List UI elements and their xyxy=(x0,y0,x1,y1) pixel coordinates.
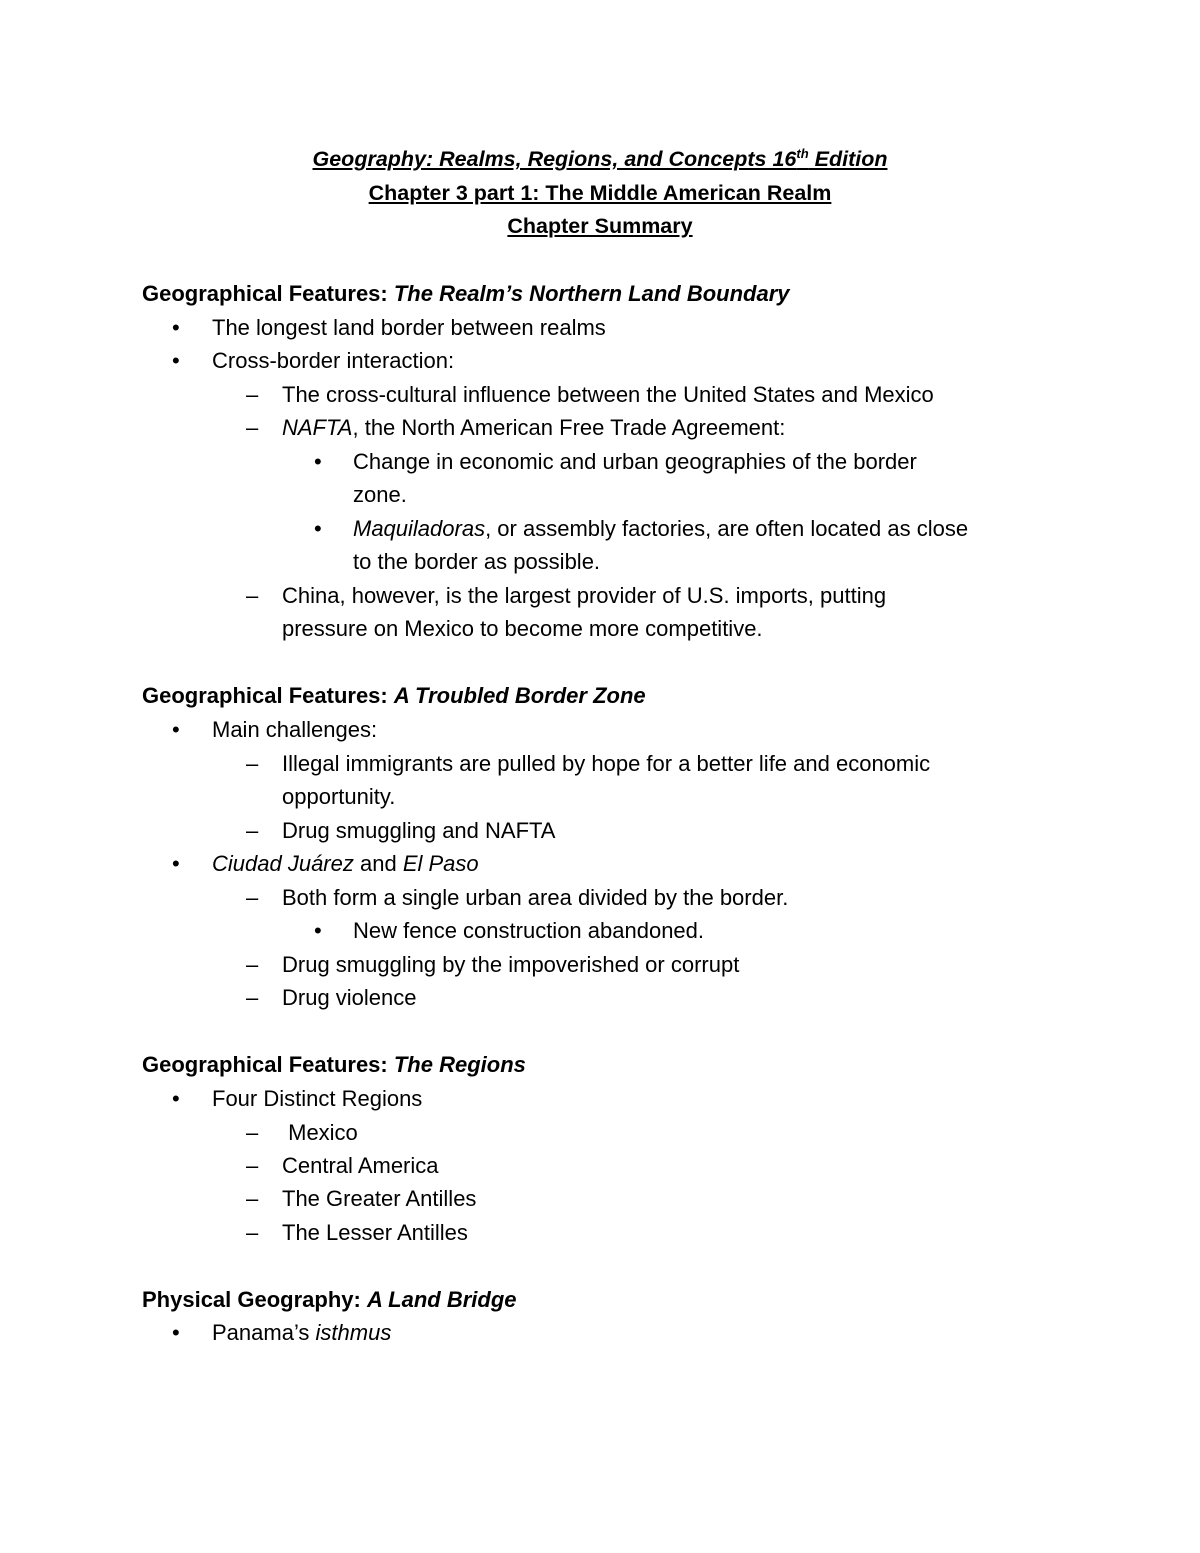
dash-icon: – xyxy=(246,583,259,608)
bullet-icon: • xyxy=(172,315,180,340)
section-heading: Geographical Features: A Troubled Border Zone xyxy=(142,683,646,708)
dash-icon: – xyxy=(246,985,259,1010)
dash-icon: – xyxy=(246,415,259,440)
chapter-title: Chapter 3 part 1: The Middle American Realm xyxy=(368,181,832,205)
section-heading: Geographical Features: The Regions xyxy=(142,1052,526,1077)
bullet-icon: • xyxy=(172,1086,180,1111)
book-title: Geography: Realms, Regions, and Concepts 16th Edition xyxy=(312,145,888,171)
section-heading: Geographical Features: The Realm’s Northern Land Boundary xyxy=(142,281,790,306)
dash-icon: – xyxy=(246,818,259,843)
list-item-continuation: to the border as possible. xyxy=(353,549,601,574)
dash-icon: – xyxy=(246,1153,259,1178)
bullet-icon: • xyxy=(172,348,180,373)
bullet-icon: • xyxy=(314,449,322,474)
dash-icon: – xyxy=(246,952,259,977)
dash-icon: – xyxy=(246,751,259,776)
list-item-continuation: opportunity. xyxy=(282,784,396,809)
bullet-icon: • xyxy=(172,1320,180,1345)
dash-icon: – xyxy=(246,1120,259,1145)
bullet-icon: • xyxy=(172,851,180,876)
bullet-icon: • xyxy=(172,717,180,742)
bullet-icon: • xyxy=(314,918,322,943)
dash-icon: – xyxy=(246,1220,259,1245)
section-heading: Physical Geography: A Land Bridge xyxy=(142,1287,517,1312)
list-item-continuation: zone. xyxy=(353,482,407,507)
document-page: Geography: Realms, Regions, and Concepts 16th Edition Chapter 3 part 1: The Middle American Realm Chapter Summary Geographical Features: The Realm’s Northern Land Boundary • The longest land border between realms • Cross-border interaction: – The cross-cultural influence between the United States and Mexico – NAFTA, the North American Free Trade Agreement: • Change in economic and urban geographies of the border zone. • Maquiladoras, or assembly factories, are often located as close to the border as possible. – China, however, is the largest provider of U.S. imports, putting pressure on Mexico to become more competitive. Geographical Features: A Troubled Border Zone • Main challenges: – Illegal immigrants are pulled by hope for a better life and economic opportunity. – Drug smuggling and NAFTA • Ciudad Juárez and El Paso – Both form a single urban area divided by the border. • New fence construction abandoned. – Drug smuggling by the impoverished or corrupt – Drug violence Geographical Features: The Regions • Four Distinct Regions – Mexico – Central America – The Greater Antilles – The Lesser Antilles Physical Geography: A Land Bridge • Panama’s isthmus xyxy=(0,0,1200,1553)
bullet-icon: • xyxy=(314,516,322,541)
list-item-continuation: pressure on Mexico to become more competitive. xyxy=(282,616,763,641)
dash-icon: – xyxy=(246,885,259,910)
dash-icon: – xyxy=(246,1186,259,1211)
dash-icon: – xyxy=(246,382,259,407)
summary-title: Chapter Summary xyxy=(507,214,693,238)
